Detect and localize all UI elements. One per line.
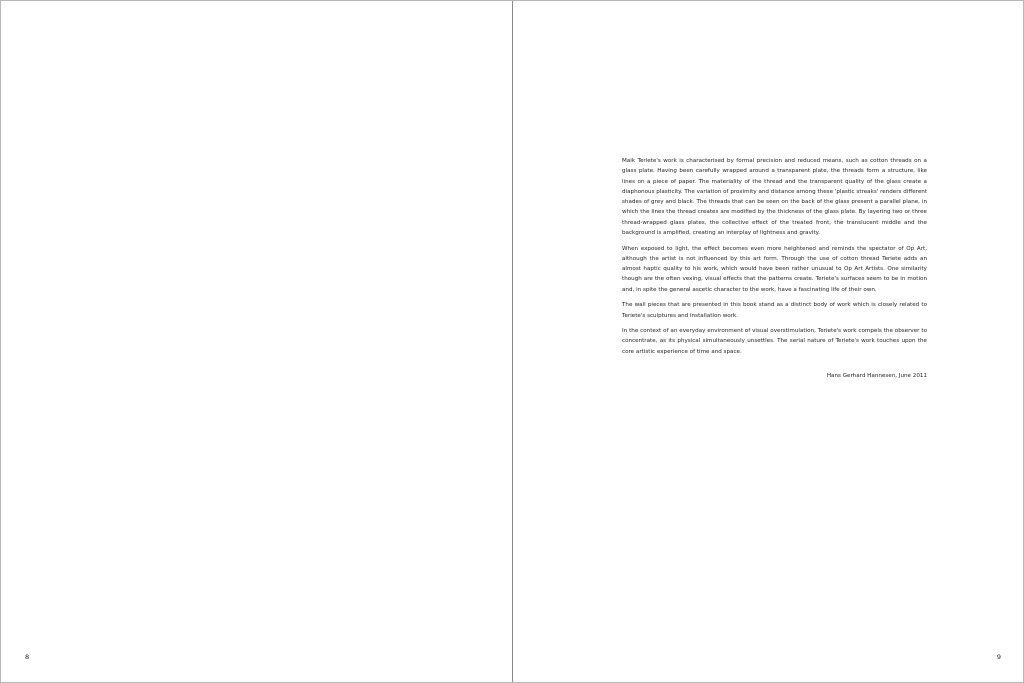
- page-number-left: 8: [25, 653, 30, 661]
- author-signature: Hans Gerhard Hannesen, June 2011: [826, 372, 927, 379]
- essay-paragraph-4: In the context of an everyday environment of visual overstimulation, Teriete's work compels the observer to concentrate, as its physical simultaneously unsettles. The serial nature of Teriete's work touches upon the core artistic experience of time and space.: [622, 328, 927, 355]
- essay-paragraph-3: The wall pieces that are presented in this book stand as a distinct body of work which is closely related to Teriete's sculptures and installation work.: [622, 302, 927, 319]
- essay-paragraph-2: When exposed to light, the effect becomes even more heightened and reminds the spectator of Op Art, although the artist is not influenced by this art form. Through the use of cotton thread Teriete adds an almost haptic quality to his work, which would have been rather unusual to Op Art Artists. One similarity though are the often vexing, visual effects that the patterns create. Teriete's surfaces seem to be in motion and, in spite the general ascetic character to the work, have a fascinating life of their own.: [622, 245, 927, 293]
- page-number-right: 9: [996, 653, 1001, 661]
- right-page: [513, 1, 1023, 682]
- left-page: [1, 1, 512, 682]
- essay-paragraph-1: Maik Teriete's work is characterised by formal precision and reduced means, such as cotton threads on a glass plate. Having been carefully wrapped around a transparent plate, the threads form a structure, like lines on a piece of paper. The materiality of the thread and the transparent quality of the glass create a diaphonous plasticity. The variation of proximity and distance among these 'plastic streaks' renders different shades of grey and black. The threads that can be seen on the back of the glass present a parallel plane, in which the lines the thread creates are modified by the thickness of the glass plate. By layering two or three thread-wrapped glass plates, the collective effect of the treated front, the translucent middle and the background is amplified, creating an interplay of lightness and gravity.: [622, 158, 927, 237]
- essay-text-block: [622, 156, 927, 381]
